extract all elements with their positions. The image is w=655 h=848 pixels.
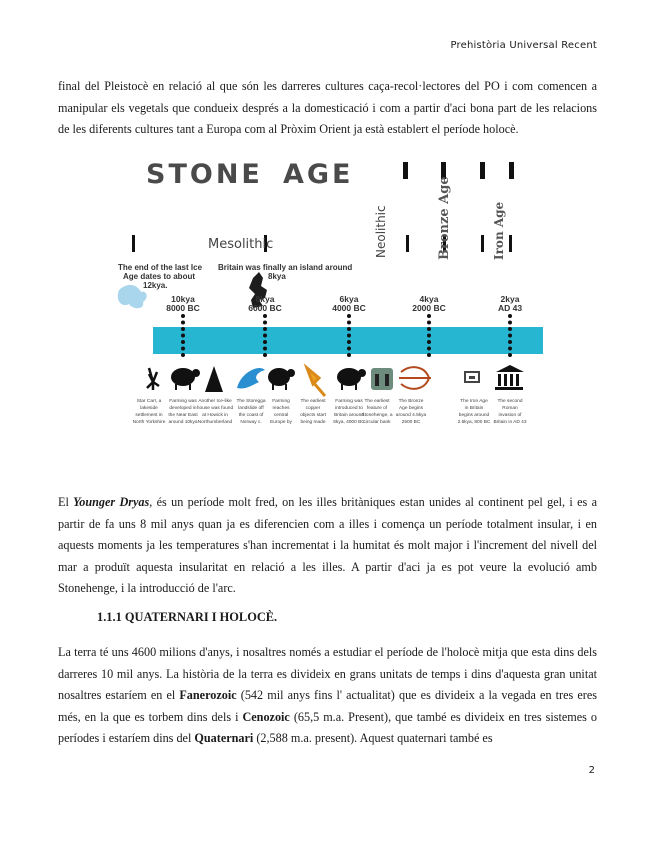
caption-line: the Near East — [168, 413, 198, 418]
caption-line: The second — [497, 399, 523, 404]
marker-dot — [427, 334, 431, 338]
caption-line: copper — [305, 406, 321, 411]
marker-dot — [427, 340, 431, 344]
axe-icon — [307, 368, 325, 396]
marker-dot — [347, 340, 351, 344]
paragraph-3-part-c: (65,5 m.a. Present), que també es divideix en tres sistemes o períodes i estaríem dins del — [58, 709, 597, 745]
term-cenozoic: Cenozoic — [242, 709, 290, 724]
marker-dot — [347, 327, 351, 331]
marker-kya-label: 8kya — [255, 294, 275, 304]
period-tick-iron-top-a — [480, 162, 485, 179]
caption-line: Britain in AD 43 — [493, 420, 527, 425]
term-fanerozoic: Fanerozoic — [179, 688, 237, 702]
note-island-line-1: Britain was finally an island around — [218, 263, 353, 272]
paragraph-3-part-a: La terra té uns 4600 milions d'anys, i nosaltres només a estudiar el període de l'holocè mitja que esta dins dels darreres 10 mil anys. La història de la terra es divideix en grans unitats de temps i dins d'aquesta gran unitat nosaltres estaríem en el — [58, 645, 597, 702]
marker-dot — [181, 321, 185, 325]
marker-dot — [427, 327, 431, 331]
marker-dot — [181, 347, 185, 351]
marker-kya-label: 10kya — [171, 294, 195, 304]
paragraph-1-part-a: final del Pleistocè en relació al que són les darreres cultures caça-recol·lectores del PO i com comencen a manipular els vegetals — [58, 79, 597, 115]
sheep-icon-1 — [171, 368, 200, 390]
marker-dot — [263, 321, 267, 325]
marker-dot — [263, 334, 267, 338]
marker-dot — [181, 340, 185, 344]
caption-line: objects start — [300, 413, 326, 418]
caption-line: circular bank — [363, 420, 391, 425]
marker-kya-label: 4kya — [419, 294, 439, 304]
period-tick-iron-top-b — [509, 162, 514, 179]
paragraph-1-part-c: relacions de les diferents cultures tant a Europa com al Pròxim Orient ja està establert el període holocè. — [58, 100, 597, 136]
tent-icon — [205, 366, 223, 392]
marker-dot — [427, 347, 431, 351]
note-island-line-2: 8kya — [268, 272, 286, 281]
caption-line: The Iron Age — [460, 399, 488, 404]
sheep-icon-2 — [268, 368, 295, 390]
caption-line: Northumberland — [197, 420, 233, 425]
marker-bc-label: AD 43 — [497, 303, 523, 313]
marker-dot — [181, 314, 185, 318]
note-ice-line-1: The end of the last Ice — [118, 263, 203, 272]
caption-line: Britain around — [334, 413, 364, 418]
marker-dot — [263, 314, 267, 318]
marker-dot — [347, 347, 351, 351]
marker-kya-label: 6kya — [339, 294, 359, 304]
marker-dot — [427, 353, 431, 357]
marker-dot — [508, 314, 512, 318]
marker-dot — [427, 314, 431, 318]
stonehenge-icon — [371, 368, 393, 390]
stone-age-timeline-figure — [113, 150, 543, 475]
caption-line: Stonehenge, a — [361, 413, 393, 418]
marker-dot — [347, 321, 351, 325]
caption-line: Europe by — [270, 420, 292, 425]
caption-line: in Britain — [464, 406, 484, 411]
paragraph-1-part-b: que condueix després a la domesticació i com a partir d'aci bona part de les — [172, 100, 550, 115]
marker-dot — [263, 347, 267, 351]
caption-line: the coast of — [238, 413, 264, 418]
figure-title-age: AGE — [283, 159, 354, 190]
caption-line: lakeside — [140, 406, 158, 411]
caption-line: central — [273, 413, 289, 418]
marker-kya-label: 2kya — [500, 294, 520, 304]
caption-line: at Howick in — [202, 413, 228, 418]
caption-line: begins around — [458, 413, 490, 418]
term-quaternari: Quaternari — [194, 731, 254, 745]
caption-line: invasion of — [498, 413, 522, 418]
roman-temple-icon — [495, 365, 524, 390]
period-iron-age: Iron Age — [492, 201, 506, 260]
marker-dot — [508, 347, 512, 351]
caption-line: Norway c. — [240, 420, 262, 425]
marker-dot — [263, 327, 267, 331]
marker-dot — [347, 314, 351, 318]
caption-line: Star Carr, a — [136, 399, 162, 404]
figure-title-stone: STONE — [146, 159, 263, 190]
caption-line: North Yorkshire — [132, 420, 166, 425]
caption-line: The Storegga — [236, 399, 266, 404]
period-tick-neolithic-top — [403, 162, 408, 179]
caption-line: around 4.5kya — [395, 413, 427, 418]
caption-line: Farming was — [169, 399, 197, 404]
marker-dot — [347, 334, 351, 338]
wave-icon — [237, 368, 265, 389]
tick-iron — [481, 235, 484, 252]
period-bronze-age: Bronze Age — [437, 176, 452, 260]
caption-line: feature of — [366, 406, 388, 411]
tick-neolithic — [406, 235, 409, 252]
period-mesolithic: Mesolithic — [208, 237, 274, 252]
marker-dot — [508, 340, 512, 344]
marker-dot — [508, 334, 512, 338]
caption-line: Farming was — [335, 399, 363, 404]
paragraph-2-part-c: en aquests moments ja les temperatures s'han incrementat i la humitat és molt major i l'increment del nivell del mar a produït aquesta insularitat en relació a les illes. A partir d'aci ja es pot veure la evolució amb Stonehenge, i la introducció de l'arc. — [58, 516, 597, 595]
note-ice-line-3: 12kya. — [143, 281, 168, 290]
caption-line: introduced to — [335, 406, 363, 411]
marker-dot — [181, 353, 185, 357]
caption-line: 6kya, 4000 BC — [333, 420, 365, 425]
bow-icon — [399, 367, 431, 389]
period-neolithic: Neolithic — [374, 205, 388, 258]
caption-line: settlement in — [135, 413, 163, 418]
paragraph-3 — [58, 642, 597, 750]
marker-bc-label: 4000 BC — [332, 303, 366, 313]
marker-bc-label: 2000 BC — [412, 303, 446, 313]
marker-dot — [508, 353, 512, 357]
note-ice-line-2: Age dates to about — [123, 272, 196, 281]
marker-dot — [181, 327, 185, 331]
caption-line: Age begins — [398, 406, 424, 411]
caption-line: developed in — [169, 406, 197, 411]
paragraph-2 — [58, 492, 597, 600]
paragraph-3-part-b: (542 mil anys fins l' actualitat) que es divideix a la vegada en tres eres més, en la que es torbem dins dels i — [58, 688, 597, 724]
marker-dot — [263, 353, 267, 357]
caption-line: Farming — [272, 399, 290, 404]
caption-line: The Bronze — [398, 399, 424, 404]
icon-row — [147, 365, 524, 396]
marker-dot — [263, 340, 267, 344]
paragraph-1 — [58, 76, 597, 141]
caption-line: The earliest — [300, 399, 326, 404]
paragraph-2-part-b: , és un període molt fred, on les illes britàniques estan unides al continent pel gel, i es a partir de fa uns 8 mil anys quan ja es diferencien com a illes i comença un període totalment insular, i — [58, 495, 597, 531]
caption-line: 2.5kya, 800 BC — [457, 420, 491, 425]
caption-line: The earliest — [364, 399, 390, 404]
marker-dot — [181, 334, 185, 338]
page-header: Prehistòria Universal Recent — [450, 40, 597, 51]
caption-line: Another Ice-like — [198, 399, 232, 404]
section-heading: 1.1.1 QUATERNARI I HOLOCÈ. — [97, 610, 278, 624]
caption-line: house was found — [196, 406, 234, 411]
marker-dot — [508, 321, 512, 325]
sheep-icon-3 — [337, 368, 366, 390]
term-younger-dryas: Younger Dryas — [73, 495, 150, 509]
antler-icon — [147, 368, 159, 390]
caption-line: being made — [300, 420, 326, 425]
caption-line: around 10kya — [168, 420, 198, 425]
marker-dot — [347, 353, 351, 357]
tick-left — [132, 235, 135, 252]
caption-line: 2500 BC — [401, 420, 421, 425]
tick-right — [509, 235, 512, 252]
caption-line: reaches — [272, 406, 290, 411]
marker-dot — [427, 321, 431, 325]
caption-line: Roman — [502, 406, 518, 411]
paragraph-2-part-a: El — [58, 495, 74, 509]
marker-bc-label: 8000 BC — [166, 303, 200, 313]
torc-icon — [465, 372, 479, 382]
marker-bc-label: 6000 BC — [248, 303, 282, 313]
marker-dot — [508, 327, 512, 331]
page-number: 2 — [588, 765, 595, 776]
caption-line: landslide off — [238, 406, 264, 411]
paragraph-3-part-d: (2,588 m.a. present). Aquest quaternari també es — [253, 731, 493, 745]
